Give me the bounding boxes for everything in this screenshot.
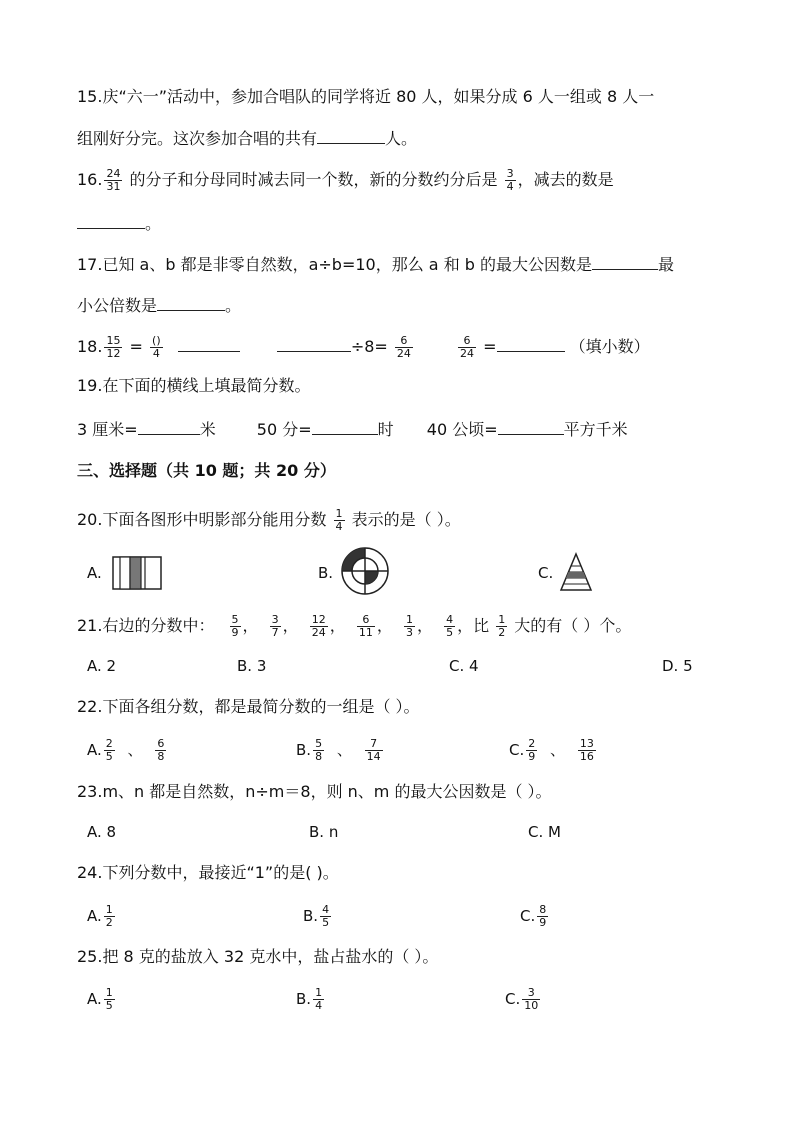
q21-text-3: 大的有（ ）个。 (514, 616, 632, 635)
q25-option-a[interactable]: A. $\frac{1}{5}$ (87, 986, 113, 1012)
q20-option-c[interactable]: C. (538, 564, 554, 582)
q18-blank-1[interactable] (178, 335, 240, 352)
q21-sep: ， (376, 616, 393, 635)
q15-answer-blank[interactable] (317, 127, 385, 144)
q17-gcd-blank[interactable] (592, 253, 658, 270)
q25-option-c[interactable]: C. $\frac{3}{10}$ (505, 986, 539, 1012)
q20-figure-b-icon (340, 546, 390, 596)
q25-a-fraction: $\frac{1}{5}$ (105, 986, 113, 1012)
q19-units (77, 418, 628, 441)
q17-text-2: 最 (658, 255, 675, 274)
q20-text-2: 表示的是（ ）。 (351, 510, 461, 529)
q24-b-fraction: $\frac{4}{5}$ (322, 903, 330, 929)
q21-option-a[interactable]: A. 2 (87, 657, 117, 675)
q20-text: 20.下面各图形中明影部分能用分数 (77, 510, 327, 529)
q19-blank-3[interactable] (498, 418, 564, 435)
q18-hint: （填小数） (569, 337, 650, 356)
q21-sep: ， (416, 616, 433, 635)
q18-number: 18. (77, 337, 103, 356)
q22-option-a[interactable]: A. $\frac{2}{5}$ 、 $\frac{6}{8}$ (87, 737, 165, 763)
q21-fraction-2: $\frac{3}{7}$ (271, 613, 279, 639)
q22-text: 22.下面各组分数，都是最简分数的一组是（ ）。 (77, 697, 420, 716)
q17-lcm-blank[interactable] (157, 294, 225, 311)
q19-min: 50 分= (256, 420, 312, 439)
q24-text: 24.下列分数中，最接近“1”的是( )。 (77, 863, 339, 882)
q15-suffix: 人。 (385, 129, 418, 148)
q15-line2 (77, 127, 417, 150)
q23-option-a[interactable]: A. 8 (87, 823, 117, 841)
q18-line (77, 335, 650, 360)
q22-b-fraction-1: $\frac{5}{8}$ (315, 737, 323, 763)
q18-fraction-2: $\frac{()}{4}$ (152, 334, 161, 360)
q16-fraction-1: $\frac{24}{31}$ (106, 167, 121, 193)
q17-end: 。 (225, 296, 242, 315)
q21-line (77, 614, 631, 639)
q17-text: 17.已知 a、b 都是非零自然数，a÷b=10，那么 a 和 b 的最大公因数是 (77, 255, 593, 274)
q22-a-fraction-1: $\frac{2}{5}$ (105, 737, 113, 763)
q16-text-2: ，减去的数是 (517, 170, 614, 189)
q22-a-fraction-2: $\frac{6}{8}$ (157, 737, 165, 763)
q18-divide: ÷8= (350, 337, 388, 356)
q16-text: 的分子和分母同时减去同一个数，新的分数约分后是 (129, 170, 498, 189)
q22-option-c[interactable]: C. $\frac{2}{9}$ 、 $\frac{13}{16}$ (509, 737, 594, 763)
q24-option-b[interactable]: B. $\frac{4}{5}$ (303, 903, 330, 929)
q15-text: 组刚好分完。这次参加合唱的共有 (77, 129, 318, 148)
q22-c-fraction-2: $\frac{13}{16}$ (579, 737, 594, 763)
q20-option-a[interactable]: A. (87, 564, 102, 582)
q20-line (77, 508, 461, 533)
section-3-heading: 三、选择题（共 10 题；共 20 分） (77, 461, 336, 480)
q17-text-3: 小公倍数是 (77, 296, 158, 315)
q19-h: 时 (377, 420, 394, 439)
q21-text: 21.右边的分数中： (77, 616, 215, 635)
q24-option-c[interactable]: C. $\frac{8}{9}$ (520, 903, 547, 929)
q16-answer-blank[interactable] (77, 212, 145, 229)
q21-option-d[interactable]: D. 5 (662, 657, 693, 675)
q24-a-fraction: $\frac{1}{2}$ (105, 903, 113, 929)
q18-blank-2[interactable] (277, 335, 351, 352)
q17-line1 (77, 253, 674, 276)
q18-fraction-1: $\frac{15}{12}$ (106, 334, 121, 360)
q21-sep: ， (242, 616, 259, 635)
q25-text: 25.把 8 克的盐放入 32 克水中，盐占盐水的（ ）。 (77, 947, 439, 966)
q18-fraction-3: $\frac{6}{24}$ (396, 334, 411, 360)
q21-fraction-1: $\frac{5}{9}$ (231, 613, 239, 639)
q22-b-fraction-2: $\frac{7}{14}$ (366, 737, 381, 763)
q21-fraction-4: $\frac{6}{11}$ (358, 613, 373, 639)
q22-option-b[interactable]: B. $\frac{5}{8}$ 、 $\frac{7}{14}$ (296, 737, 381, 763)
q20-fraction: $\frac{1}{4}$ (335, 507, 343, 533)
q15-line1: 15.庆“六一”活动中，参加合唱队的同学将近 80 人，如果分成 6 人一组或 8 人一 (77, 87, 655, 106)
q25-option-b[interactable]: B. $\frac{1}{4}$ (296, 986, 323, 1012)
q21-sep: ， (329, 616, 346, 635)
q25-c-fraction: $\frac{3}{10}$ (524, 986, 539, 1012)
q21-sep: ， (282, 616, 299, 635)
q18-equals: = (129, 337, 143, 356)
q21-option-c[interactable]: C. 4 (449, 657, 479, 675)
q21-fraction-3: $\frac{12}{24}$ (311, 613, 326, 639)
q24-c-fraction: $\frac{8}{9}$ (539, 903, 547, 929)
q16-number: 16. (77, 170, 103, 189)
q20-option-b[interactable]: B. (318, 564, 334, 582)
q18-fraction-4: $\frac{6}{24}$ (460, 334, 475, 360)
q19-ha: 40 公顷= (426, 420, 498, 439)
q22-c-fraction-1: $\frac{2}{9}$ (528, 737, 536, 763)
q23-option-b[interactable]: B. n (309, 823, 339, 841)
q21-option-b[interactable]: B. 3 (237, 657, 267, 675)
q19-text: 19.在下面的横线上填最简分数。 (77, 376, 311, 395)
q16-line1 (77, 168, 614, 193)
q19-blank-2[interactable] (312, 418, 378, 435)
q23-text: 23.m、n 都是自然数，n÷m＝8，则 n、m 的最大公因数是（ ）。 (77, 782, 552, 801)
q16-line2 (77, 212, 161, 235)
q18-equals-2: = (483, 337, 497, 356)
q16-end: 。 (145, 214, 162, 233)
q16-fraction-2: $\frac{3}{4}$ (506, 167, 514, 193)
q20-figure-a-icon (112, 556, 162, 590)
q24-option-a[interactable]: A. $\frac{1}{2}$ (87, 903, 113, 929)
q19-m: 米 (199, 420, 216, 439)
q19-cm: 3 厘米= (77, 420, 138, 439)
q19-blank-1[interactable] (138, 418, 200, 435)
q21-fraction-6: $\frac{4}{5}$ (446, 613, 454, 639)
q20-figure-c-icon (559, 552, 593, 592)
q25-b-fraction: $\frac{1}{4}$ (315, 986, 323, 1012)
q18-blank-3[interactable] (497, 335, 565, 352)
q21-fraction-half: $\frac{1}{2}$ (498, 613, 506, 639)
q19-km2: 平方千米 (563, 420, 628, 439)
q21-text-2: ，比 (457, 616, 490, 635)
q21-fraction-5: $\frac{1}{3}$ (405, 613, 413, 639)
q23-option-c[interactable]: C. M (528, 823, 561, 841)
q17-line2 (77, 294, 241, 317)
